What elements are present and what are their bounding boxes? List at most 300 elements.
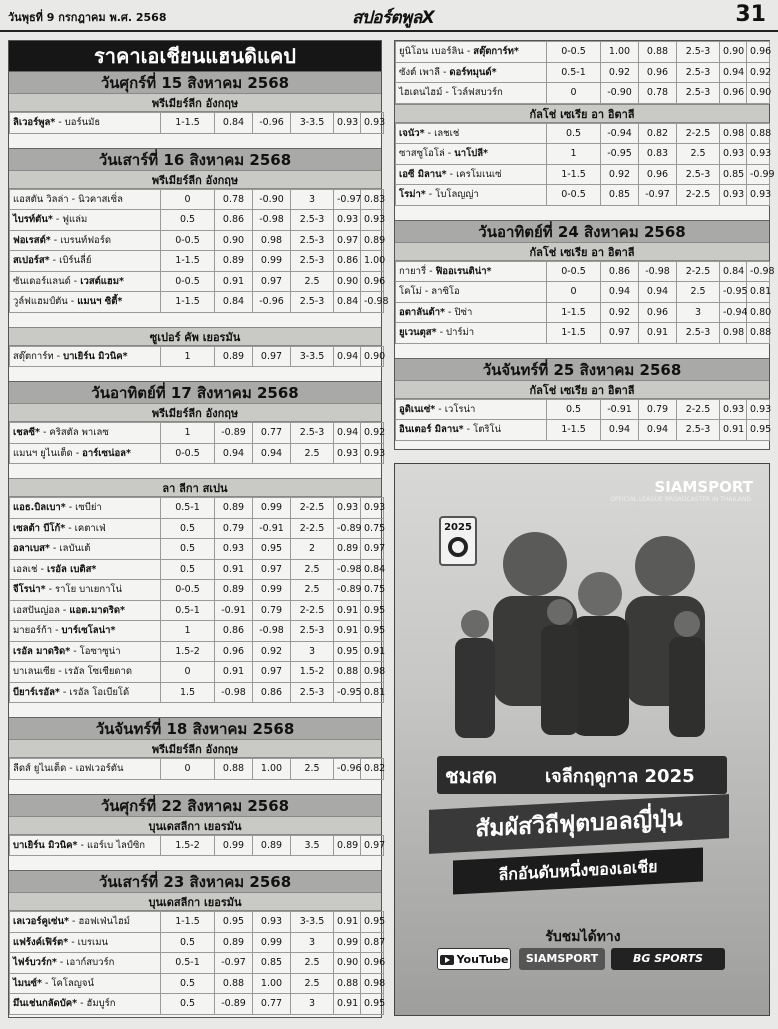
match-teams: เอลเช่ - เรอัล เบติส* xyxy=(10,559,161,580)
player-head-6 xyxy=(674,611,700,637)
match-teams: แฟร้งค์เฟิร์ต* - เบรเมน xyxy=(10,932,161,953)
odds-under: 0.98 xyxy=(361,662,384,683)
handicap: 0.5 xyxy=(547,123,601,144)
home-team: มึนเช่นกลัดบัค* xyxy=(13,998,78,1010)
odds-home: 0.84 xyxy=(215,113,253,134)
odds-home: 0.86 xyxy=(601,261,639,282)
match-teams: โรม่า* - โบโลญญ่า xyxy=(396,185,547,206)
odds-under: 0.93 xyxy=(361,498,384,519)
away-team: โตริโน่ xyxy=(473,424,502,436)
away-team: ปิซ่า xyxy=(454,306,473,318)
match-teams: ซาสซูโอโล่ - นาโปลี* xyxy=(396,144,547,165)
odds-over: 0.98 xyxy=(720,323,747,344)
jleague-logo xyxy=(439,516,477,566)
odds-home: 0.96 xyxy=(215,641,253,662)
odds-away: 0.97 xyxy=(253,559,291,580)
match-row xyxy=(10,973,384,994)
spacer xyxy=(9,464,381,478)
match-teams: ซันเดอร์แลนด์ - เวสต์แฮม* xyxy=(10,271,161,292)
odds-over: -0.89 xyxy=(334,580,361,601)
over-under: 2.5 xyxy=(291,271,334,292)
match-row xyxy=(396,420,770,441)
player-head-3 xyxy=(578,572,622,616)
handicap: 0.5 xyxy=(547,399,601,420)
odds-home: -0.89 xyxy=(215,423,253,444)
odds-home: 1.00 xyxy=(601,42,639,63)
handicap: 0-0.5 xyxy=(547,261,601,282)
odds-over: 0.88 xyxy=(334,973,361,994)
over-under: 2 xyxy=(291,539,334,560)
jleague-advert xyxy=(394,463,770,1016)
home-team: เอซี มิลาน* xyxy=(399,168,447,180)
handicap: 1-1.5 xyxy=(547,302,601,323)
odds-away: 0.95 xyxy=(253,539,291,560)
odds-home: 0.92 xyxy=(601,302,639,323)
league-name: กัลโช่ เซเรีย อา อิตาลี xyxy=(395,242,769,261)
home-team: บาเลนเซีย xyxy=(13,666,56,678)
over-under: 2-2.5 xyxy=(291,498,334,519)
handicap: 0.5-1 xyxy=(547,62,601,83)
match-row xyxy=(10,600,384,621)
match-row xyxy=(396,62,770,83)
player-head-1 xyxy=(503,532,567,596)
match-teams: อูดิเนเซ่* - เวโรน่า xyxy=(396,399,547,420)
match-row xyxy=(396,144,770,165)
match-row xyxy=(10,518,384,539)
odds-away: 0.77 xyxy=(253,423,291,444)
over-under: 2.5-3 xyxy=(677,42,720,63)
match-row xyxy=(396,185,770,206)
odds-over: -0.97 xyxy=(334,189,361,210)
handicap: 1 xyxy=(547,144,601,165)
home-team: แอธ.บิลเบา* xyxy=(13,502,66,514)
away-team: แมนฯ ซิตี้* xyxy=(77,296,123,308)
odds-home: 0.97 xyxy=(601,323,639,344)
home-team: ฟอเรสต์* xyxy=(13,234,51,246)
odds-table xyxy=(9,835,384,857)
league-name: กัลโช่ เซเรีย อา อิตาลี xyxy=(395,380,769,399)
odds-over: 0.89 xyxy=(334,835,361,856)
section-title: ราคาเอเชียนแฮนดิแคป xyxy=(9,41,381,71)
odds-under: 0.89 xyxy=(361,230,384,251)
odds-away: 0.99 xyxy=(253,498,291,519)
odds-over: 0.85 xyxy=(720,164,747,185)
odds-under: 0.92 xyxy=(361,423,384,444)
league-name: พรีเมียร์ลีก อังกฤษ xyxy=(9,403,381,422)
home-team: เชลซี* xyxy=(13,427,40,439)
odds-away: 0.79 xyxy=(639,399,677,420)
match-row xyxy=(10,113,384,134)
match-teams: บียาร์เรอัล* - เรอัล โอเบียโด้ xyxy=(10,682,161,703)
player-body-3 xyxy=(571,616,629,736)
match-teams: ไบรท์ตัน* - ฟูแล่ม xyxy=(10,210,161,231)
handicap: 0-0.5 xyxy=(547,42,601,63)
over-under: 2.5-3 xyxy=(677,83,720,104)
match-teams: กายารี่ - ฟิออเรนติน่า* xyxy=(396,261,547,282)
match-teams: แมนฯ ยูไนเต็ด - อาร์เซน่อล* xyxy=(10,443,161,464)
match-row xyxy=(10,835,384,856)
odds-under: 0.97 xyxy=(361,835,384,856)
odds-under: 0.97 xyxy=(361,539,384,560)
odds-away: 1.00 xyxy=(253,759,291,780)
home-team: มายอร์ก้า xyxy=(13,625,53,637)
home-team: ยูนิโอน เบอร์ลิน xyxy=(399,46,464,58)
handicap: 1 xyxy=(161,346,215,367)
over-under: 2.5 xyxy=(677,282,720,303)
match-row xyxy=(10,251,384,272)
match-row xyxy=(10,271,384,292)
match-day: วันศุกร์ที่ 22 สิงหาคม 2568 xyxy=(9,794,381,816)
odds-away: 0.96 xyxy=(639,302,677,323)
odds-under: 0.95 xyxy=(361,912,384,933)
odds-away: -0.96 xyxy=(253,292,291,313)
odds-home: 0.91 xyxy=(215,662,253,683)
match-day: วันจันทร์ที่ 18 สิงหาคม 2568 xyxy=(9,717,381,739)
odds-away: -0.97 xyxy=(639,185,677,206)
odds-home: 0.92 xyxy=(601,164,639,185)
logo-mark xyxy=(448,537,468,557)
over-under: 2.5 xyxy=(291,443,334,464)
player-head-2 xyxy=(635,536,695,596)
odds-home: 0.92 xyxy=(601,62,639,83)
player-body-4 xyxy=(455,638,495,738)
odds-under: 0.90 xyxy=(747,83,770,104)
odds-over: -0.95 xyxy=(334,682,361,703)
spacer xyxy=(395,441,769,455)
odds-home: -0.97 xyxy=(215,953,253,974)
player-body-6 xyxy=(669,637,705,737)
spacer xyxy=(9,367,381,381)
odds-away: 0.94 xyxy=(639,420,677,441)
odds-over: 0.93 xyxy=(334,210,361,231)
handicap: 0.5-1 xyxy=(161,953,215,974)
home-team: ไฮเดนไฮม์ xyxy=(399,87,443,99)
spacer xyxy=(9,1015,381,1029)
match-teams: อินเตอร์ มิลาน* - โตริโน่ xyxy=(396,420,547,441)
away-team: คริสตัล พาเลซ xyxy=(49,427,109,439)
odds-right-body xyxy=(395,41,775,455)
match-teams: เอสปันญ่อล - แอต.มาดริด* xyxy=(10,600,161,621)
home-team: ไบรท์ตัน* xyxy=(13,214,53,226)
odds-over: -0.94 xyxy=(720,302,747,323)
odds-over: 0.88 xyxy=(334,662,361,683)
odds-under: 0.75 xyxy=(361,580,384,601)
player-body-5 xyxy=(541,625,579,735)
odds-over: 0.93 xyxy=(334,113,361,134)
match-teams: สตุ๊ตการ์ท - บาเยิร์น มิวนิค* xyxy=(10,346,161,367)
home-team: อตาลันต้า* xyxy=(399,306,445,318)
watch-on-label: รับชมได้ทาง xyxy=(545,929,621,945)
away-team: โอซาซูน่า xyxy=(79,645,121,657)
away-team: โคโลญจน์ xyxy=(51,977,94,989)
odds-over: 0.91 xyxy=(334,600,361,621)
home-team: บียาร์เรอัล* xyxy=(13,686,60,698)
over-under: 3-3.5 xyxy=(291,346,334,367)
home-team: เรอัล มาดริด* xyxy=(13,645,71,657)
match-teams: ยูนิโอน เบอร์ลิน - สตุ๊ตการ์ท* xyxy=(396,42,547,63)
away-team: เวโรน่า xyxy=(444,403,476,415)
away-team: ปาร์ม่า xyxy=(446,327,475,339)
over-under: 2-2.5 xyxy=(677,123,720,144)
odds-away: 0.96 xyxy=(639,164,677,185)
odds-over: 0.91 xyxy=(334,621,361,642)
match-row xyxy=(10,230,384,251)
spacer xyxy=(9,780,381,794)
over-under: 2.5-3 xyxy=(677,62,720,83)
odds-away: -0.98 xyxy=(639,261,677,282)
odds-home: 0.79 xyxy=(215,518,253,539)
match-teams: แอสตัน วิลล่า - นิวคาสเซิ่ล xyxy=(10,189,161,210)
match-teams: จีโรน่า* - ราโย บาเยกาโน่ xyxy=(10,580,161,601)
away-team: ฮัมบูร์ก xyxy=(86,998,116,1010)
spacer xyxy=(395,344,769,358)
odds-away: 0.89 xyxy=(253,835,291,856)
odds-table xyxy=(9,346,384,368)
match-day: วันเสาร์ที่ 16 สิงหาคม 2568 xyxy=(9,148,381,170)
home-team: แอสตัน วิลล่า xyxy=(13,193,69,205)
match-row xyxy=(396,261,770,282)
away-team: เบรนท์ฟอร์ด xyxy=(60,234,112,246)
odds-table xyxy=(9,189,389,313)
odds-home: -0.89 xyxy=(215,994,253,1015)
handicap: 0 xyxy=(547,282,601,303)
siamsport-logo: SIAMSPORT xyxy=(519,948,605,970)
page-number: 31 xyxy=(735,2,766,27)
odds-over: 0.93 xyxy=(334,443,361,464)
home-team: อลาเบส* xyxy=(13,543,50,555)
odds-table xyxy=(9,422,384,464)
away-team: เคตาเฟ่ xyxy=(74,522,106,534)
away-team: บาเยิร์น มิวนิค* xyxy=(63,350,128,362)
odds-away: 0.88 xyxy=(639,42,677,63)
over-under: 2-2.5 xyxy=(291,518,334,539)
away-team: เลชเช่ xyxy=(434,127,460,139)
odds-home: 0.99 xyxy=(215,835,253,856)
odds-home: -0.95 xyxy=(601,144,639,165)
handicap: 1-1.5 xyxy=(161,251,215,272)
odds-away: 0.99 xyxy=(253,580,291,601)
match-teams: บาเลนเซีย - เรอัล โซเซียดาด xyxy=(10,662,161,683)
odds-under: 0.96 xyxy=(747,42,770,63)
odds-home: 0.89 xyxy=(215,346,253,367)
odds-home: 0.91 xyxy=(215,559,253,580)
odds-under: 0.93 xyxy=(747,399,770,420)
over-under: 2-2.5 xyxy=(677,399,720,420)
away-team: ฟูแล่ม xyxy=(62,214,88,226)
match-teams: เซลต้า บีโก้* - เคตาเฟ่ xyxy=(10,518,161,539)
odds-under: 0.88 xyxy=(747,123,770,144)
away-team: อาร์เซน่อล* xyxy=(82,447,131,459)
odds-under: 0.75 xyxy=(361,518,384,539)
match-day: วันเสาร์ที่ 23 สิงหาคม 2568 xyxy=(9,870,381,892)
match-teams: ไฟร์บวร์ก* - เอาก์สบวร์ก xyxy=(10,953,161,974)
odds-under: 0.87 xyxy=(361,932,384,953)
home-team: ซันเดอร์แลนด์ xyxy=(13,275,71,287)
odds-table xyxy=(9,497,384,703)
over-under: 3 xyxy=(291,641,334,662)
home-team: โคโม่ xyxy=(399,286,422,298)
match-row xyxy=(10,559,384,580)
odds-home: 0.89 xyxy=(215,580,253,601)
odds-table xyxy=(9,758,384,780)
away-team: เรอัล โอเบียโด้ xyxy=(69,686,130,698)
odds-over: 0.91 xyxy=(334,994,361,1015)
match-teams: ซังต์ เพาลี - ดอร์ทมุนด์* xyxy=(396,62,547,83)
league-name: บุนเดสลีกา เยอรมัน xyxy=(9,816,381,835)
match-row xyxy=(10,953,384,974)
over-under: 3 xyxy=(291,994,334,1015)
odds-away: 0.97 xyxy=(253,271,291,292)
over-under: 3-3.5 xyxy=(291,912,334,933)
odds-over: 0.94 xyxy=(334,423,361,444)
match-teams: เชลซี* - คริสตัล พาเลซ xyxy=(10,423,161,444)
away-team: นิวคาสเซิ่ล xyxy=(78,193,123,205)
odds-home: 0.78 xyxy=(215,189,253,210)
over-under: 3 xyxy=(677,302,720,323)
match-row xyxy=(10,912,384,933)
over-under: 2.5 xyxy=(291,953,334,974)
odds-table xyxy=(395,41,770,104)
odds-home: 0.86 xyxy=(215,621,253,642)
league-name: พรีเมียร์ลีก อังกฤษ xyxy=(9,93,381,112)
match-teams: วูล์ฟแฮมป์ตัน - แมนฯ ซิตี้* xyxy=(10,292,161,313)
handicap: 0.5 xyxy=(161,539,215,560)
match-teams: โคโม่ - ลาซิโอ xyxy=(396,282,547,303)
handicap: 1-1.5 xyxy=(161,113,215,134)
odds-home: -0.91 xyxy=(601,399,639,420)
handicap: 0-0.5 xyxy=(161,443,215,464)
odds-home: 0.84 xyxy=(215,292,253,313)
match-row xyxy=(396,323,770,344)
match-teams: บาเยิร์น มิวนิค* - แอร์เบ ไลป์ซิก xyxy=(10,835,161,856)
match-row xyxy=(10,189,384,210)
odds-away: 0.77 xyxy=(253,994,291,1015)
handicap: 1 xyxy=(161,423,215,444)
away-team: เซบีย่า xyxy=(75,502,102,514)
away-team: แอร์เบ ไลป์ซิก xyxy=(86,839,146,851)
away-team: เรอัล เบติส* xyxy=(46,563,97,575)
odds-away: 1.00 xyxy=(253,973,291,994)
odds-under: 0.95 xyxy=(747,420,770,441)
home-team: เอสปันญ่อล xyxy=(13,604,60,616)
away-team: ดอร์ทมุนด์* xyxy=(449,66,497,78)
handicap: 0.5-1 xyxy=(161,498,215,519)
handicap: 0 xyxy=(547,83,601,104)
odds-under: -0.98 xyxy=(361,292,384,313)
handicap: 0 xyxy=(161,759,215,780)
away-team: ราโย บาเยกาโน่ xyxy=(55,584,123,596)
odds-away: -0.90 xyxy=(253,189,291,210)
home-team: ลิเวอร์พูล* xyxy=(13,117,56,129)
match-teams: เอซี มิลาน* - เครโมเนเซ่ xyxy=(396,164,547,185)
home-team: ลีดส์ ยูไนเต็ด xyxy=(13,763,67,775)
away-team: เอฟเวอร์ตัน xyxy=(75,763,124,775)
over-under: 3.5 xyxy=(291,835,334,856)
match-row xyxy=(10,580,384,601)
odds-over: 0.93 xyxy=(334,498,361,519)
player-head-4 xyxy=(461,610,489,638)
spacer xyxy=(395,206,769,220)
ad-brand-subtitle: OFFICIAL LEAGUE BROADCASTER IN THAILAND xyxy=(610,496,751,503)
away-team: เครโมเนเซ่ xyxy=(456,168,502,180)
odds-away: 0.82 xyxy=(639,123,677,144)
home-team: ไมนซ์* xyxy=(13,977,42,989)
league-name: กัลโช่ เซเรีย อา อิตาลี xyxy=(395,104,769,123)
odds-home: 0.94 xyxy=(215,443,253,464)
odds-under: 0.93 xyxy=(747,185,770,206)
match-row xyxy=(396,282,770,303)
match-teams: ลิเวอร์พูล* - บอร์นมัธ xyxy=(10,113,161,134)
match-teams: ยูเวนตุส* - ปาร์ม่า xyxy=(396,323,547,344)
over-under: 2.5-3 xyxy=(291,251,334,272)
away-team: โวล์ฟสบวร์ก xyxy=(451,87,503,99)
match-day: วันอาทิตย์ที่ 17 สิงหาคม 2568 xyxy=(9,381,381,403)
odds-away: -0.96 xyxy=(253,113,291,134)
odds-under: 0.91 xyxy=(361,641,384,662)
match-row xyxy=(396,164,770,185)
home-team: อูดิเนเซ่* xyxy=(399,403,436,415)
match-day: วันอาทิตย์ที่ 24 สิงหาคม 2568 xyxy=(395,220,769,242)
odds-over: 0.93 xyxy=(720,144,747,165)
match-row xyxy=(10,292,384,313)
odds-under: 0.90 xyxy=(361,346,384,367)
odds-home: 0.88 xyxy=(215,759,253,780)
handicap: 0.5 xyxy=(161,210,215,231)
handicap: 0.5 xyxy=(161,994,215,1015)
odds-under: 0.96 xyxy=(361,271,384,292)
odds-away: 0.94 xyxy=(253,443,291,464)
match-row xyxy=(10,423,384,444)
away-team: ลาซิโอ xyxy=(431,286,460,298)
handicap: 1.5-2 xyxy=(161,835,215,856)
odds-home: 0.94 xyxy=(601,420,639,441)
over-under: 2.5-3 xyxy=(291,210,334,231)
match-row xyxy=(10,641,384,662)
odds-home: 0.94 xyxy=(601,282,639,303)
match-row xyxy=(396,83,770,104)
odds-under: 1.00 xyxy=(361,251,384,272)
league-name: พรีเมียร์ลีก อังกฤษ xyxy=(9,170,381,189)
home-team: จีโรน่า* xyxy=(13,584,46,596)
handicap: 0-0.5 xyxy=(161,230,215,251)
over-under: 2.5-3 xyxy=(677,164,720,185)
odds-over: 0.94 xyxy=(334,346,361,367)
odds-home: 0.85 xyxy=(601,185,639,206)
odds-away: 0.79 xyxy=(253,600,291,621)
handicap: 1.5-2 xyxy=(161,641,215,662)
over-under: 2-2.5 xyxy=(677,185,720,206)
over-under: 2.5-3 xyxy=(291,423,334,444)
match-row xyxy=(10,346,384,367)
over-under: 2.5-3 xyxy=(677,323,720,344)
odds-left-body xyxy=(9,71,389,1029)
issue-date: วันพุธที่ 9 กรกฎาคม พ.ศ. 2568 xyxy=(8,11,167,24)
odds-over: 0.94 xyxy=(720,62,747,83)
live-title: เจลีกฤดูกาล 2025 xyxy=(545,766,695,787)
odds-over: 0.99 xyxy=(334,932,361,953)
away-team: เบรเมน xyxy=(77,936,109,948)
match-row xyxy=(10,682,384,703)
home-team: ซังต์ เพาลี xyxy=(399,66,440,78)
over-under: 2-2.5 xyxy=(291,600,334,621)
odds-home: 0.86 xyxy=(215,210,253,231)
away-team: เวสต์แฮม* xyxy=(80,275,124,287)
odds-over: 0.93 xyxy=(720,399,747,420)
home-team: ซาสซูโอโล่ xyxy=(399,148,445,160)
away-team: แอต.มาดริด* xyxy=(69,604,125,616)
odds-under: 0.93 xyxy=(361,210,384,231)
home-team: สตุ๊ตการ์ท xyxy=(13,350,54,362)
